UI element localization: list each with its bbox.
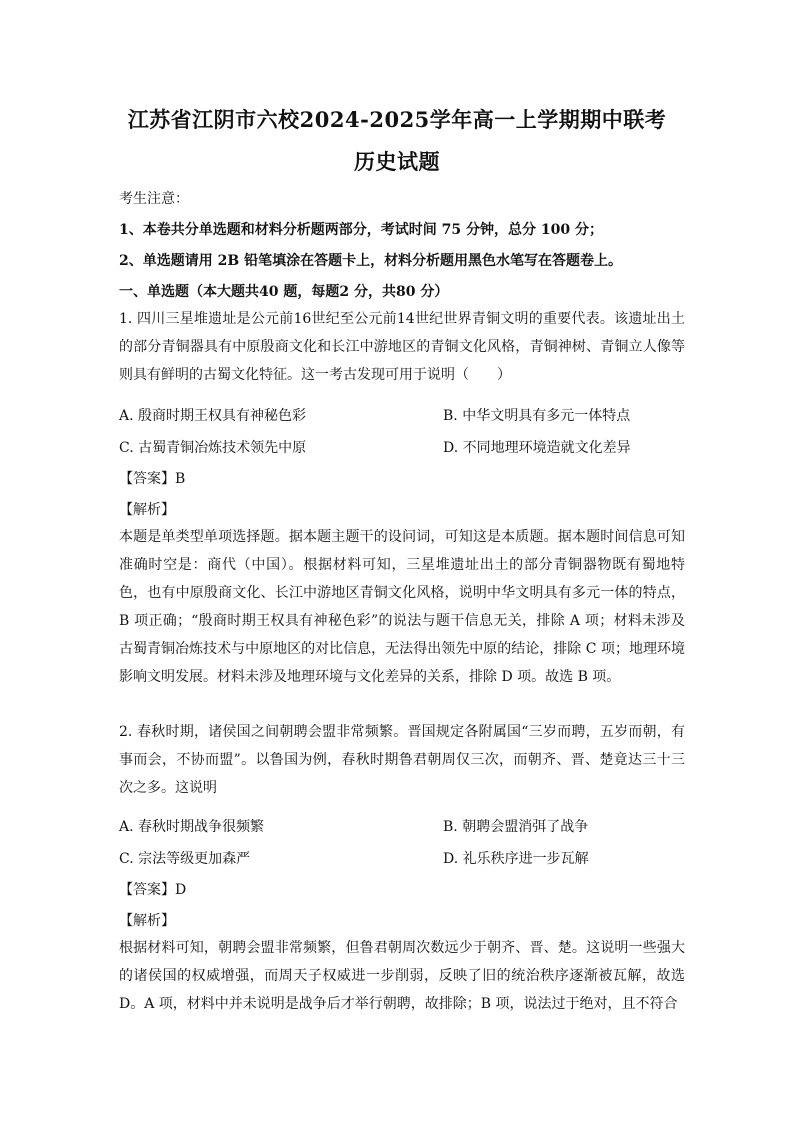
question-2-analysis: 根据材料可知，朝聘会盟非常频繁，但鲁君朝周次数远少于朝齐、晋、楚。这说明一些强大的诸侯国的权威增强，而周天子权威进一步削弱，反映了旧的统治秩序逐渐被瓦解，故选 D。A 项，材料中并未说明是战争后才举行朝聘，故排除；B 项，说法过于绝对，且不符合 xyxy=(119,940,685,1012)
question-2-stem: 2. 春秋时期，诸侯国之间朝聘会盟非常频繁。晋国规定各附属国“三岁而聘，五岁而朝，有事而会，不协而盟”。以鲁国为例，春秋时期鲁君朝周仅三次，而朝齐、晋、楚竟达三十三次之多。这说明 xyxy=(119,724,685,796)
notice-heading: 考生注意： xyxy=(119,191,189,207)
question-1-analysis-label: 【解析】 xyxy=(119,502,175,518)
question-1-option-d: D. 不同地理环境造就文化差异 xyxy=(443,440,631,456)
section-heading: 一、单选题（本大题共40 题，每题2 分，共80 分） xyxy=(119,284,449,300)
question-2-answer: 【答案】D xyxy=(119,882,187,898)
question-2-option-a: A. 春秋时期战争很频繁 xyxy=(119,819,265,835)
question-2-analysis-label: 【解析】 xyxy=(119,913,175,929)
question-2-option-d: D. 礼乐秩序进一步瓦解 xyxy=(443,851,589,867)
question-2-option-b: B. 朝聘会盟消弭了战争 xyxy=(443,819,589,835)
question-2-option-c: C. 宗法等级更加森严 xyxy=(119,851,251,867)
question-1-option-c: C. 古蜀青铜冶炼技术领先中原 xyxy=(119,440,307,456)
notice-item-2: 2、单选题请用 2B 铅笔填涂在答题卡上，材料分析题用黑色水笔写在答题卷上。 xyxy=(119,253,623,269)
page-subtitle: 历史试题 xyxy=(354,149,440,174)
question-1-answer: 【答案】B xyxy=(119,471,186,487)
question-1-option-a: A. 殷商时期王权具有神秘色彩 xyxy=(119,408,307,424)
question-1-analysis: 本题是单类型单项选择题。据本题主题干的设问词，可知这是本质题。据本题时间信息可知准确时空是：商代（中国）。根据材料可知，三星堆遗址出土的部分青铜器物既有蜀地特色，也有中原殷商文化、长江中游地区青铜文化风格，说明中华文明具有多元一体的特点，B 项正确；“殷商时期王权具有神秘色彩”的说法与题干信息无关，排除 A 项；材料未涉及古蜀青铜冶炼技术与中原地区的对比信息，无法得出领先中原的结论，排除 C 项；地理环境影响文明发展。材料未涉及地理环境与文化差异的关系，排除 D 项。故选 B 项。 xyxy=(119,529,685,685)
page-title: 江苏省江阴市六校2024-2025学年高一上学期期中联考 xyxy=(127,107,667,132)
question-1-stem: 1. 四川三星堆遗址是公元前16世纪至公元前14世纪世界青铜文明的重要代表。该遗址出土的部分青铜器具有中原殷商文化和长江中游地区的青铜文化风格，青铜神树、青铜立人像等则具有鲜明的古蜀文化特征。这一考古发现可用于说明（ ） xyxy=(119,311,685,383)
notice-item-1: 1、本卷共分单选题和材料分析题两部分，考试时间 75 分钟，总分 100 分； xyxy=(119,222,603,238)
question-1-option-b: B. 中华文明具有多元一体特点 xyxy=(443,408,631,424)
